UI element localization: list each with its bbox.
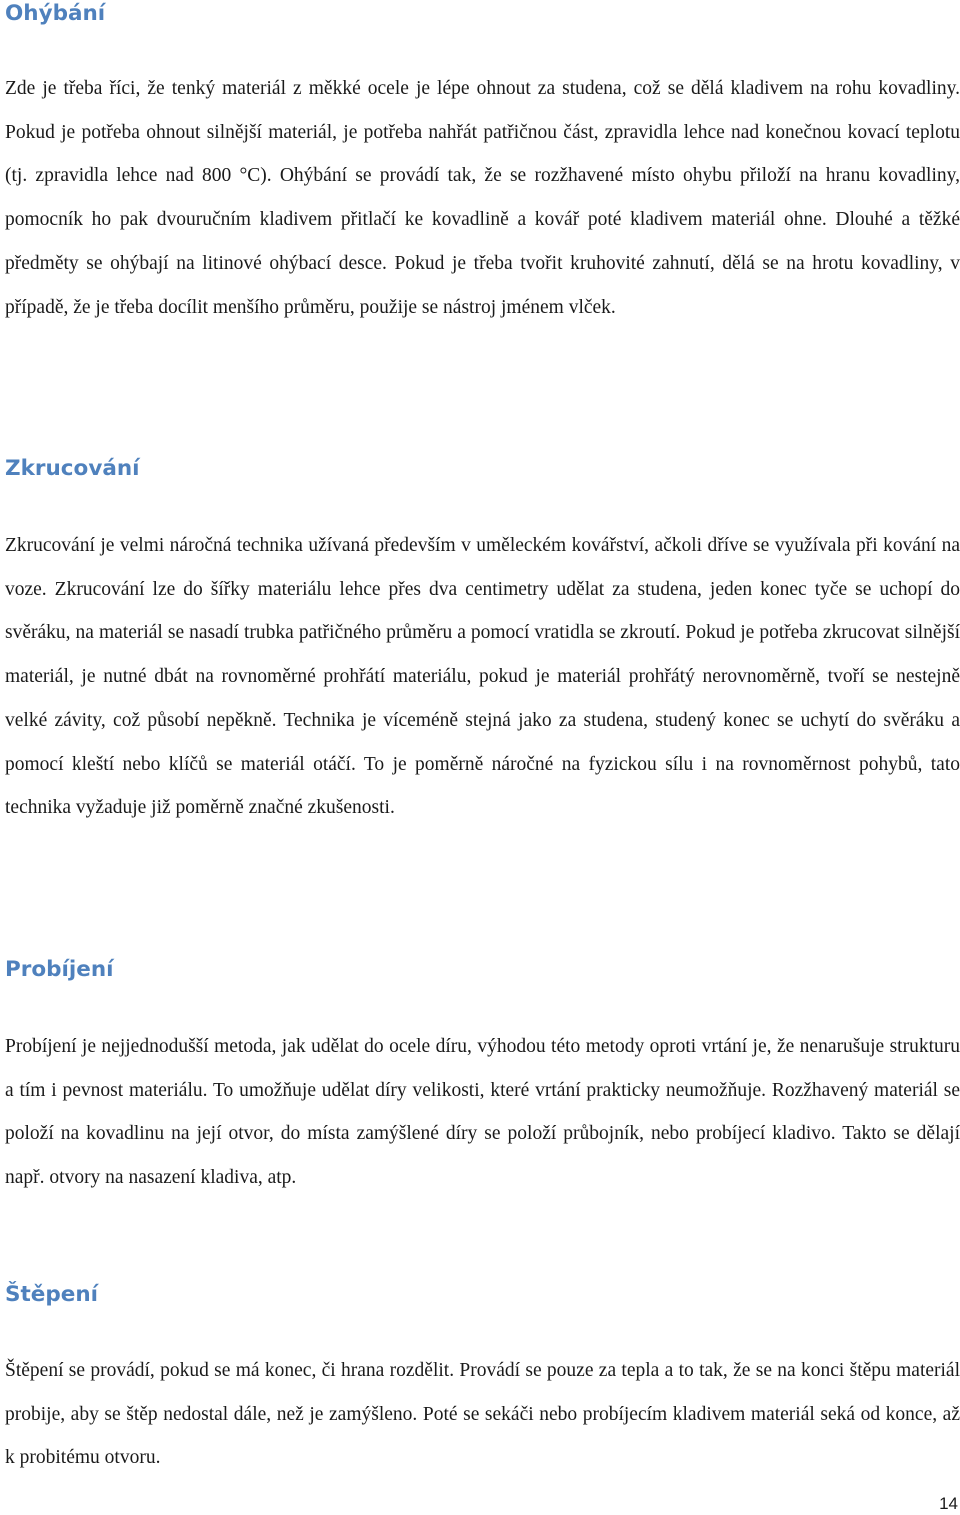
section-paragraph-probijeni: Probíjení je nejjednodušší metoda, jak udělat do ocele díru, výhodou této metody oproti vrtání je, že nenarušuje strukturu a tím i pevnost materiálu. To umožňuje udělat díry velikosti, které vrtání prakticky neumožňuje. Rozžhavený materiál se položí na kovadlinu na její otvor, do místa zamýšlené díry se položí průbojník, nebo probíjecí kladivo. Takto se dělají např. otvory na nasazení kladiva, atp.: [5, 1036, 960, 1189]
page-number: 14: [939, 1494, 958, 1513]
section-heading-stepeni: Štěpení: [5, 1282, 98, 1307]
section-heading-zkrucovani: Zkrucování: [5, 456, 140, 481]
section-paragraph-stepeni: Štěpení se provádí, pokud se má konec, či hrana rozdělit. Provádí se pouze za tepla a to tak, že se na konci štěpu materiál probije, aby se štěp nedostal dále, než je zamýšleno. Poté se sekáči nebo probíjecím kladivem materiál seká od konce, až k probitému otvoru.: [5, 1360, 960, 1469]
section-paragraph-zkrucovani: Zkrucování je velmi náročná technika užívaná především v uměleckém kovářství, ačkoli dříve se využívala při kování na voze. Zkrucování lze do šířky materiálu lehce přes dva centimetry udělat za studena, jeden konec tyče se uchopí do svěráku, na materiál se nasadí trubka patřičného průměru a pomocí vratidla se zkroutí. Pokud je potřeba zkrucovat silnější materiál, je nutné dbát na rovnoměrné prohřátí materiálu, pokud je materiál prohřátý nerovnoměrně, tvoří se nestejně velké závity, což působí nepěkně. Technika je víceméně stejná jako za studena, studený konec se uchytí do svěráku a pomocí kleští nebo klíčů se materiál otáčí. To je poměrně náročné na fyzickou sílu i na rovnoměrnost pohybů, tato technika vyžaduje již poměrně značné zkušenosti.: [5, 535, 960, 819]
section-heading-ohybani: Ohýbání: [5, 1, 106, 26]
section-heading-probijeni: Probíjení: [5, 957, 114, 982]
section-paragraph-ohybani: Zde je třeba říci, že tenký materiál z měkké ocele je lépe ohnout za studena, což se dělá kladivem na rohu kovadliny. Pokud je potřeba ohnout silnější materiál, je potřeba nahřát patřičnou část, zpravidla lehce nad konečnou kovací teplotu (tj. zpravidla lehce nad 800 °C). Ohýbání se provádí tak, že se rozžhavené místo ohybu přiloží na hranu kovadliny, pomocník ho pak dvouručním kladivem přitlačí ke kovadlině a kovář poté kladivem materiál ohne. Dlouhé a těžké předměty se ohýbají na litinové ohýbací desce. Pokud je třeba tvořit kruhovité zahnutí, dělá se na hrotu kovadliny, v případě, že je třeba docílit menšího průměru, použije se nástroj jménem vlček.: [5, 78, 960, 318]
